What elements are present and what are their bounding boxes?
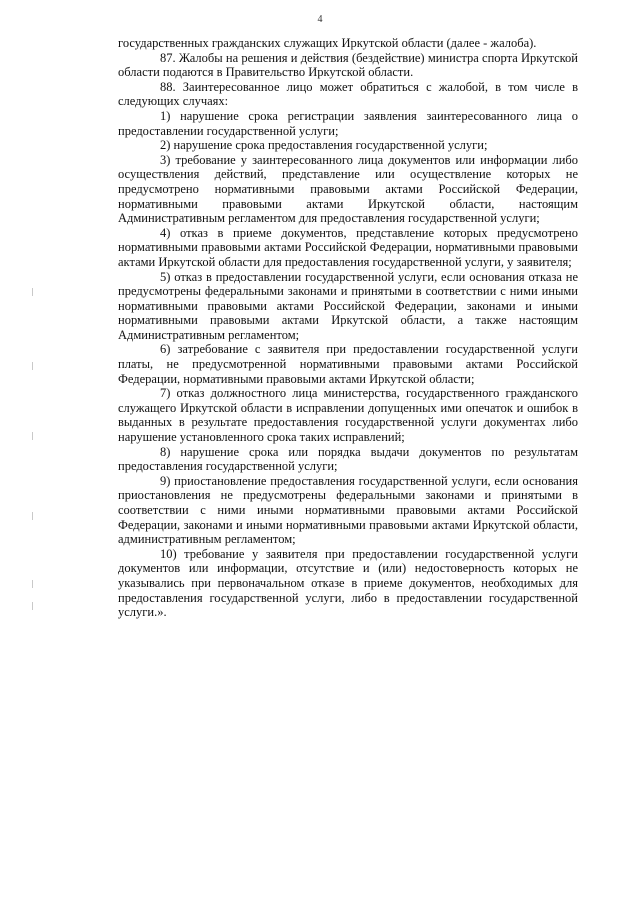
paragraph-87: 87. Жалобы на решения и действия (бездействие) министра спорта Иркутской области подаются в Правительство Иркутской области. <box>118 50 578 80</box>
list-item-10: 10) требование у заявителя при предоставлении государственной услуги документов или информации, отсутствие и (или) недостоверность которых не указывались при первоначальном отказе в приеме документов, необходимых для предоставления государственной услуги, либо в предоставлении государственной услуги.». <box>118 546 578 620</box>
margin-mark <box>32 432 33 440</box>
paragraph-88: 88. Заинтересованное лицо может обратиться с жалобой, в том числе в следующих случаях: <box>118 79 578 109</box>
list-item-3: 3) требование у заинтересованного лица документов или информации либо осуществления действий, представление или осуществление которых не предусмотрено нормативными правовыми актами Российской Федерации, нормативными правовыми актами Иркутской области, настоящим Административным регламентом для предоставления государственной услуги; <box>118 152 578 226</box>
margin-mark <box>32 512 33 520</box>
list-item-4: 4) отказ в приеме документов, представление которых предусмотрено нормативными правовыми актами Российской Федерации, нормативными правовыми актами Иркутской области для предоставления государственной услуги, у заявителя; <box>118 225 578 269</box>
scan-margin-marks <box>32 0 38 902</box>
page-number: 4 <box>317 14 323 25</box>
margin-mark <box>32 580 33 588</box>
list-item-1: 1) нарушение срока регистрации заявления заинтересованного лица о предоставлении государственной услуги; <box>118 108 578 138</box>
margin-mark <box>32 602 33 610</box>
list-item-8: 8) нарушение срока или порядка выдачи документов по результатам предоставления государственной услуги; <box>118 444 578 474</box>
list-item-2: 2) нарушение срока предоставления государственной услуги; <box>160 138 488 153</box>
paragraph-continuation: государственных гражданских служащих Иркутской области (далее - жалоба). <box>118 36 537 50</box>
list-item-9: 9) приостановление предоставления государственной услуги, если основания приостановления не предусмотрены федеральными законами и принятыми в соответствии с ними иными нормативными правовыми актами Российской Федерации, законами и иными нормативными правовыми актами Иркутской области, административным регламентом; <box>118 473 578 547</box>
margin-mark <box>32 288 33 296</box>
document-body <box>118 36 578 620</box>
list-item-7: 7) отказ должностного лица министерства, государственного гражданского служащего Иркутской области в исправлении допущенных ими опечаток и ошибок в выданных в результате предоставления государственной услуги документах либо нарушение установленного срока таких исправлений; <box>118 386 578 445</box>
margin-mark <box>32 362 33 370</box>
list-item-6: 6) затребование с заявителя при предоставлении государственной услуги платы, не предусмотренной нормативными правовыми актами Российской Федерации, нормативными правовыми актами Иркутской области; <box>118 342 578 386</box>
list-item-5: 5) отказ в предоставлении государственной услуги, если основания отказа не предусмотрены федеральными законами и принятыми в соответствии с ними иными нормативными правовыми актами Российской Федерации, законами и иными нормативными правовыми актами Иркутской области, а также настоящим Административным регламентом; <box>118 269 578 342</box>
